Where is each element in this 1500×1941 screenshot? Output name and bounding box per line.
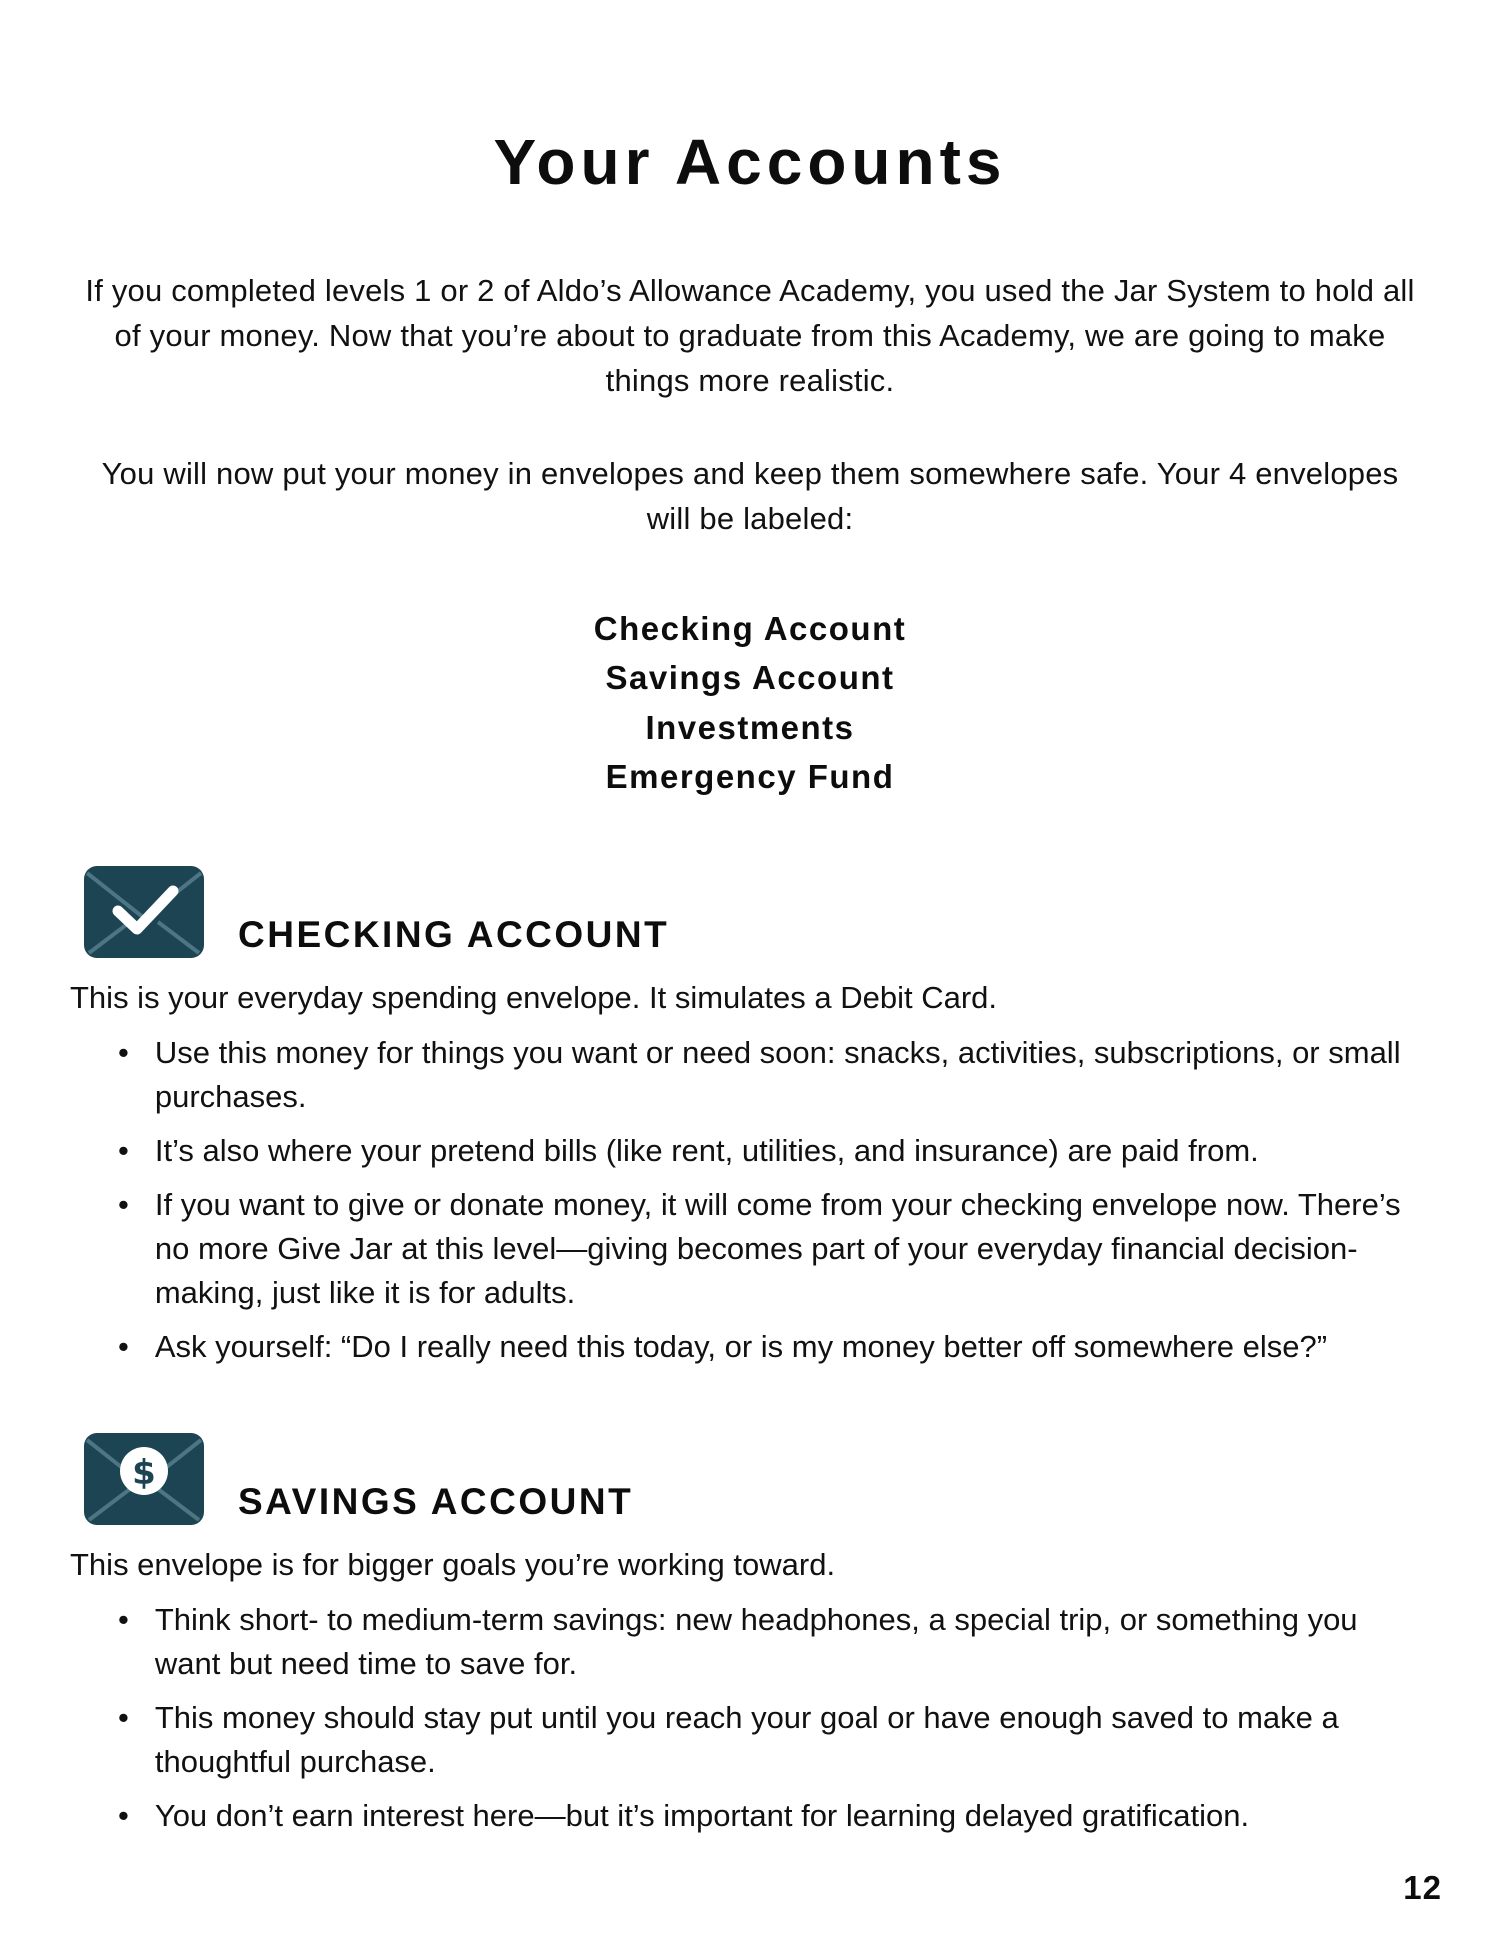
bullet-text: If you want to give or donate money, it will come from your checking envelope now. There’s no more Give Jar at this level—giving becomes part of your everyday financial decision-making, just like it is for adults. [154, 1186, 1401, 1310]
bullet-dot: • [118, 1601, 129, 1637]
page-title: Your Accounts [493, 126, 1007, 198]
savings-bullet-list [70, 1598, 1430, 1838]
list-item [118, 1183, 1430, 1315]
list-item [118, 1696, 1430, 1784]
section-checking-account [70, 866, 1430, 1369]
list-item [118, 1031, 1430, 1119]
list-item [118, 1325, 1430, 1369]
section-savings-account [70, 1433, 1430, 1838]
list-item [118, 1794, 1430, 1838]
bullet-dot: • [118, 1699, 129, 1735]
envelope-label-investments: Investments [645, 708, 855, 746]
intro-paragraph-2: You will now put your money in envelopes and keep them somewhere safe. Your 4 envelopes will be labeled: [101, 455, 1399, 536]
bullet-text: Think short- to medium-term savings: new headphones, a special trip, or something you want but need time to save for. [154, 1601, 1358, 1681]
section-lead-checking: This is your everyday spending envelope. It simulates a Debit Card. [70, 979, 998, 1015]
section-heading-savings: SAVINGS ACCOUNT [238, 1480, 634, 1522]
bullet-text: Use this money for things you want or need soon: snacks, activities, subscriptions, or small purchases. [154, 1034, 1401, 1114]
envelope-label-checking: Checking Account [593, 609, 907, 647]
envelope-label-savings: Savings Account [605, 659, 895, 697]
envelope-label-list [70, 604, 1430, 802]
section-lead-savings: This envelope is for bigger goals you’re working toward. [70, 1546, 836, 1582]
envelope-label-emergency: Emergency Fund [605, 758, 895, 796]
section-header [84, 866, 1430, 958]
intro-paragraph-1: If you completed levels 1 or 2 of Aldo’s Allowance Academy, you used the Jar System to hold all of your money. Now that you’re about to graduate from this Academy, we are going to make things more realistic. [85, 273, 1415, 398]
envelope-dollar-icon [84, 1433, 204, 1525]
bullet-text: This money should stay put until you reach your goal or have enough saved to make a thoughtful purchase. [154, 1699, 1339, 1779]
section-header [84, 1433, 1430, 1525]
bullet-dot: • [118, 1132, 129, 1168]
envelope-check-icon [84, 866, 204, 958]
bullet-text: It’s also where your pretend bills (like rent, utilities, and insurance) are paid from. [154, 1132, 1259, 1168]
bullet-dot: • [118, 1797, 129, 1833]
bullet-dot: • [118, 1034, 129, 1070]
bullet-dot: • [118, 1186, 129, 1222]
bullet-text: You don’t earn interest here—but it’s important for learning delayed gratification. [154, 1797, 1250, 1833]
page-number: 12 [1403, 1869, 1442, 1906]
list-item [118, 1598, 1430, 1686]
bullet-text: Ask yourself: “Do I really need this today, or is my money better off somewhere else?” [154, 1328, 1328, 1364]
svg-text:$: $ [132, 1452, 156, 1493]
section-heading-checking: CHECKING ACCOUNT [238, 913, 670, 955]
checking-bullet-list [70, 1031, 1430, 1369]
bullet-dot: • [118, 1328, 129, 1364]
list-item [118, 1129, 1430, 1173]
